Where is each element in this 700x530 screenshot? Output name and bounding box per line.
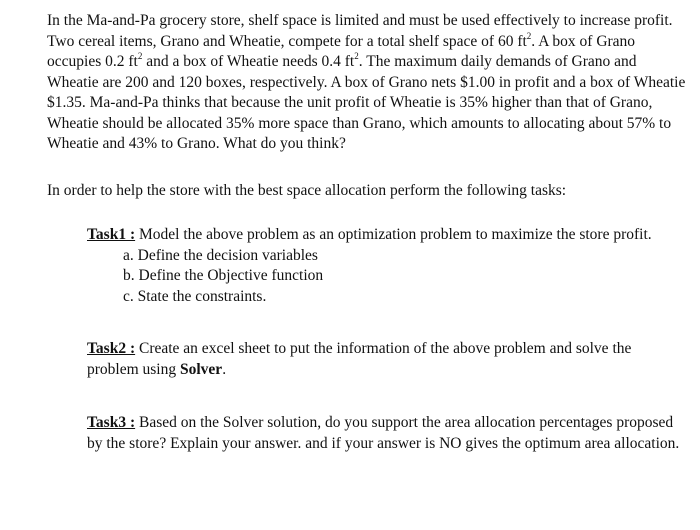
task-3-label: Task3 : [87,414,136,431]
superscript-squared: 2 [137,51,143,61]
task-2-text-end: . [222,360,227,378]
task-1-description [87,225,685,246]
task-1 [87,225,685,307]
task-1-subitems [123,246,685,308]
task-2-text: Create an excel sheet to put the information of the above problem and solve the problem using [87,340,632,378]
task-3-text: Based on the Solver solution, do you support the area allocation percentages proposed by the store? Explain your answer. and if your answer is NO gives the optimum area allocation. [87,414,680,452]
intro-text-2: . A box of Grano occupies 0.2 ft [47,32,636,70]
task-2-description [87,339,685,380]
intro-text-3: and a box of Wheatie needs 0.4 ft [142,53,355,70]
task-1-text: Model the above problem as an optimization problem to maximize the store profit. [135,226,652,243]
instruction-text: In order to help the store with the best space allocation perform the following tasks: [47,181,567,199]
task-2-label: Task2 : [87,340,136,357]
task-2 [87,339,685,380]
superscript-squared: 2 [354,51,359,61]
task-3 [87,413,685,454]
problem-statement [47,11,687,155]
superscript-squared: 2 [526,30,532,41]
intro-text-1: In the Ma-and-Pa grocery store, shelf space is limited and must be used effectively to increase profit. Two cereal items, Grano and Wheatie, compete for a total shelf space of 60 ft [47,12,673,50]
list-item: a. Define the decision variables [123,246,318,264]
list-item: b. Define the Objective function [123,267,324,284]
list-item: c. State the constraints. [123,287,267,305]
document-page [47,11,687,454]
task-3-description [87,413,685,454]
task-1-label: Task1 : [87,226,136,243]
solver-bold: Solver [180,360,223,378]
intro-text-4: . The maximum daily demands of Grano and Wheatie are 200 and 120 boxes, respectively. A box of Grano nets $1.00 in profit and a box of Wheatie $1.35. Ma-and-Pa thinks that because the unit profit of Wheatie is 35% higher than that of Grano, Wheatie should be allocated 35% more space than Grano, which amounts to allocating about 57% to Wheatie and 43% to Grano. What do you think? [47,53,686,152]
